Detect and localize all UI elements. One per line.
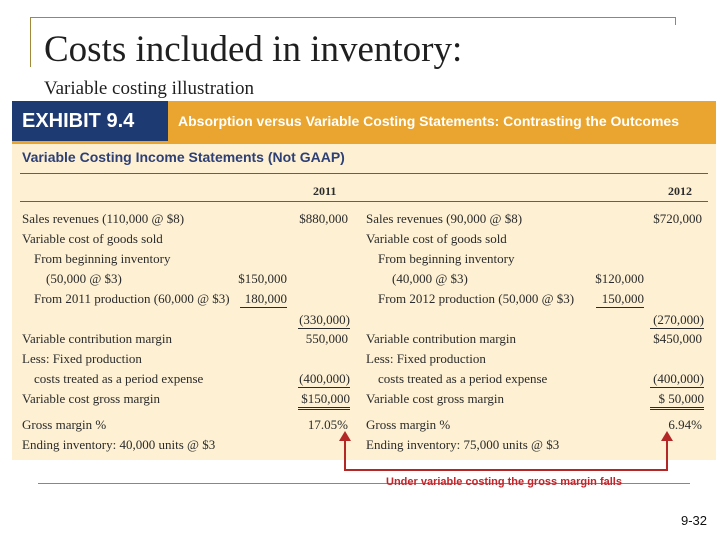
exhibit-panel	[12, 101, 716, 460]
row-amount: 550,000	[305, 331, 348, 346]
row-amount: $ 50,000	[650, 391, 704, 410]
row-label: From beginning inventory	[378, 251, 515, 266]
row-amount: (400,000)	[650, 371, 704, 388]
row-amount: (400,000)	[299, 371, 350, 386]
row-amount: (330,000)	[299, 312, 350, 327]
row-amount: $450,000	[653, 331, 702, 346]
callout-line-bottom	[344, 469, 668, 471]
row-label: (40,000 @ $3)	[392, 271, 468, 286]
row-amount: 17.05%	[307, 417, 348, 432]
row-label: From 2011 production (60,000 @ $3)	[34, 291, 230, 306]
row-label: Ending inventory: 40,000 units @ $3	[22, 437, 216, 452]
row-label: Variable contribution margin	[366, 331, 516, 346]
slide-title: Costs included in inventory:	[44, 29, 463, 70]
row-label: Variable cost gross margin	[22, 391, 161, 406]
row-subamount: $120,000	[595, 271, 644, 286]
arrow-up-icon	[339, 431, 351, 441]
exhibit-caption: Absorption versus Variable Costing Statements: Contrasting the Outcomes	[178, 113, 679, 129]
row-label: Gross margin %	[366, 417, 451, 432]
row-label: Less: Fixed production	[366, 351, 486, 366]
row-subamount: 180,000	[240, 291, 287, 308]
row-amount: (270,000)	[650, 312, 704, 329]
year-2012-heading: 2012	[668, 184, 692, 198]
row-label: Sales revenues (110,000 @ $8)	[22, 211, 185, 226]
row-label: Variable cost of goods sold	[366, 231, 507, 246]
row-amount: 6.94%	[668, 417, 702, 432]
row-amount: $880,000	[299, 211, 348, 226]
callout-line-right	[666, 440, 668, 470]
header-rule	[20, 173, 708, 174]
row-label: From beginning inventory	[34, 251, 171, 266]
callout-note: Under variable costing the gross margin falls	[386, 476, 622, 488]
slide-border-left	[30, 17, 31, 67]
row-label: (50,000 @ $3)	[46, 271, 122, 286]
row-label: Ending inventory: 75,000 units @ $3	[366, 437, 560, 452]
row-label: Variable cost of goods sold	[22, 231, 163, 246]
row-label: Gross margin %	[22, 417, 107, 432]
slide-border-right	[675, 17, 676, 25]
row-subamount: $150,000	[238, 271, 287, 286]
row-label: costs treated as a period expense	[378, 371, 548, 386]
column-rule	[20, 201, 708, 202]
row-amount: $150,000	[298, 391, 350, 410]
row-amount: $720,000	[653, 211, 702, 226]
slide-subtitle: Variable costing illustration	[44, 78, 255, 99]
callout-line-left	[344, 440, 346, 470]
row-label: Less: Fixed production	[22, 351, 142, 366]
exhibit-label: EXHIBIT 9.4	[12, 101, 168, 141]
statement-title: Variable Costing Income Statements (Not GAAP)	[22, 149, 345, 165]
year-2011-heading: 2011	[313, 184, 337, 198]
arrow-up-icon	[661, 431, 673, 441]
row-label: Variable cost gross margin	[366, 391, 505, 406]
slide-border-top	[30, 17, 676, 18]
row-label: From 2012 production (50,000 @ $3)	[378, 291, 575, 306]
row-label: Sales revenues (90,000 @ $8)	[366, 211, 523, 226]
row-subamount: 150,000	[596, 291, 644, 308]
page-number: 9-32	[680, 513, 707, 528]
row-label: costs treated as a period expense	[34, 371, 204, 386]
exhibit-header	[12, 101, 716, 144]
row-label: Variable contribution margin	[22, 331, 172, 346]
